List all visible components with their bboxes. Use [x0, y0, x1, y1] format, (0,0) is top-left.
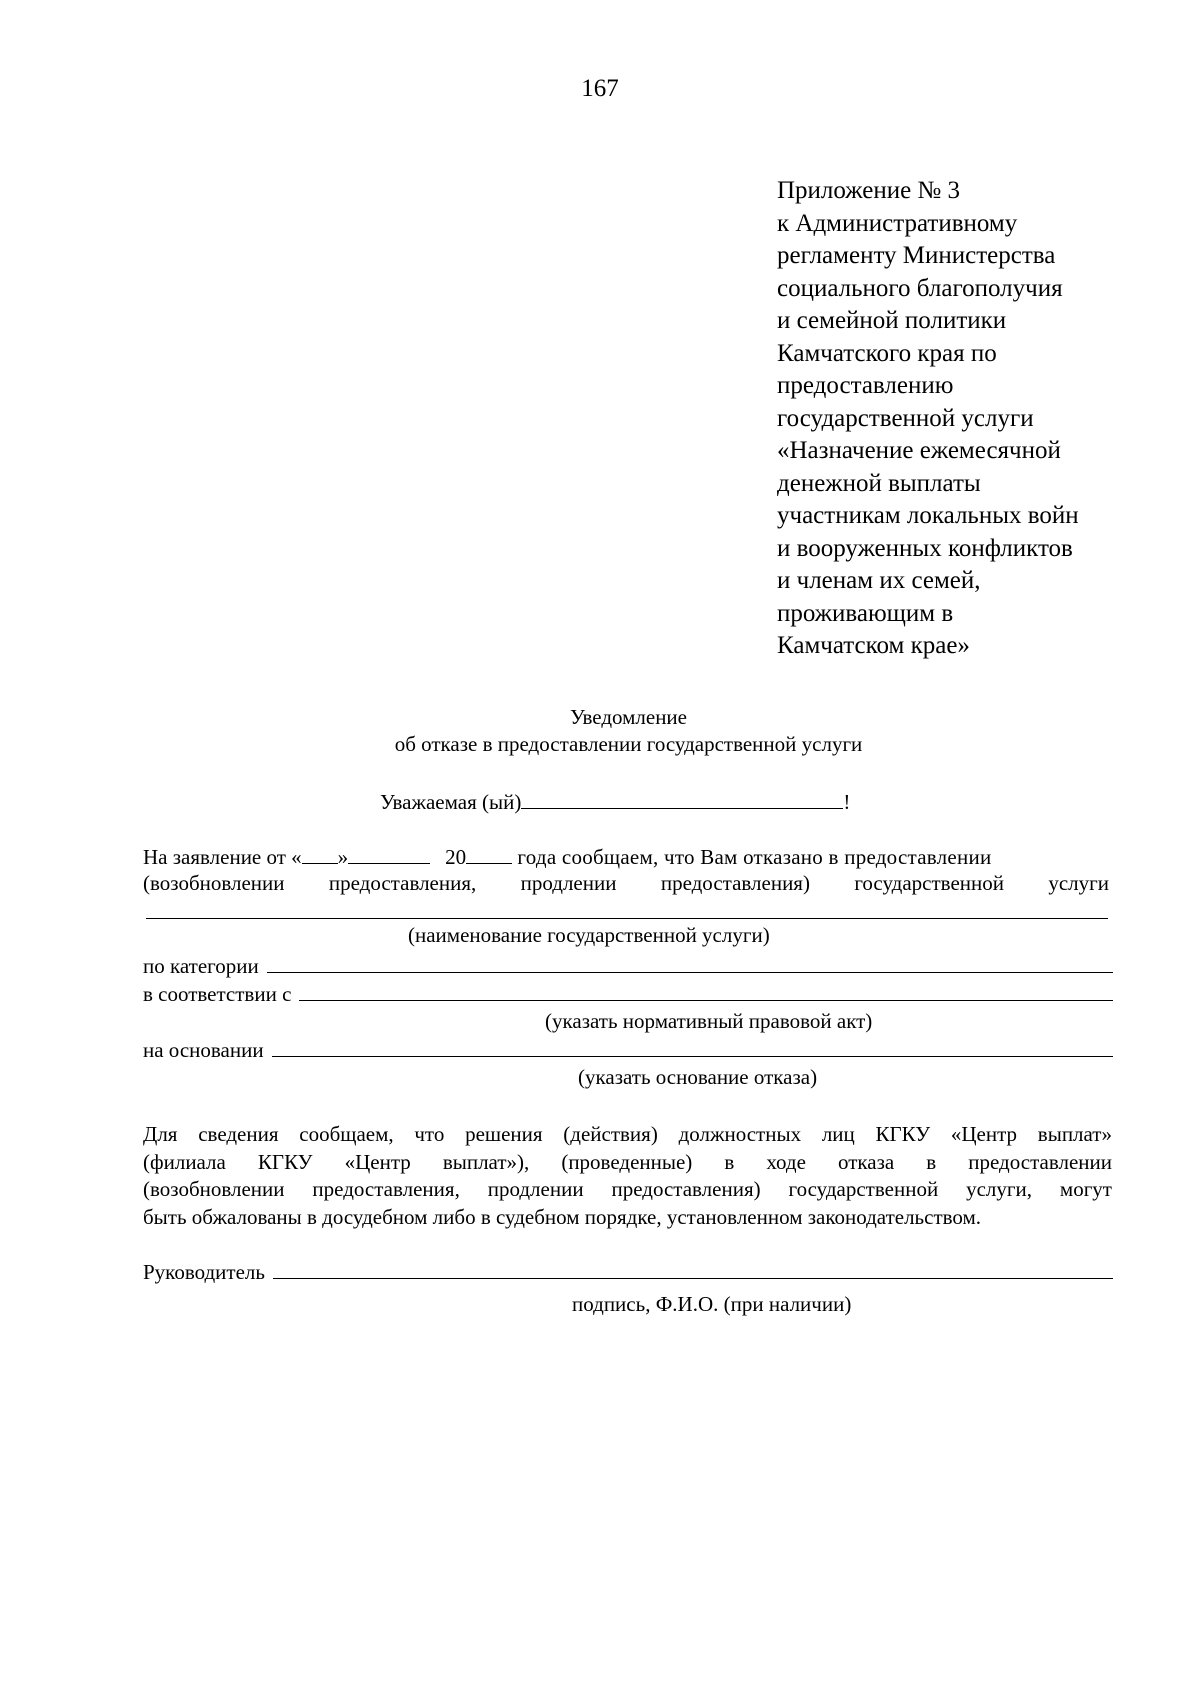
greeting-prefix: Уважаемая (ый) — [380, 790, 522, 814]
service-name-caption: (наименование государственной услуги) — [408, 923, 770, 947]
recipient-name-blank[interactable] — [521, 788, 843, 809]
greeting-suffix: ! — [843, 790, 851, 814]
appendix-line: участникам локальных войн — [777, 502, 1079, 529]
basis-label: на основании — [143, 1038, 264, 1062]
info-line: (возобновлении предоставления, продлении предоставления) государственной услуги, могут — [143, 1177, 1112, 1202]
month-blank[interactable] — [348, 843, 430, 864]
head-signature-field — [143, 1258, 1113, 1285]
info-paragraph — [143, 1121, 1112, 1231]
head-label: Руководитель — [143, 1260, 265, 1284]
appendix-line: Камчатском крае» — [777, 632, 970, 659]
category-blank[interactable] — [267, 952, 1113, 973]
appendix-line: к Административному — [777, 209, 1018, 237]
appendix-line: социального благополучия — [777, 274, 1063, 302]
service-name-rule[interactable] — [146, 918, 1108, 919]
appendix-line: Камчатского края по — [777, 339, 997, 367]
legal-act-caption: (указать нормативный правовой акт) — [545, 1009, 873, 1033]
info-line: Для сведения сообщаем, что решения (действия) должностных лиц КГКУ «Центр выплат» — [143, 1122, 1112, 1146]
appendix-line: проживающим в — [777, 599, 954, 627]
appendix-line: регламенту Министерства — [777, 242, 1056, 269]
appendix-line: Приложение № 3 — [777, 177, 961, 204]
notice-subtitle: об отказе в предоставлении государственной услуги — [394, 732, 863, 756]
application-line-2: (возобновлении предоставления, продлении предоставления) государственной услуги — [143, 871, 1109, 895]
appendix-line: и вооруженных конфликтов — [777, 534, 1073, 562]
accordance-field — [143, 980, 1113, 1007]
signature-blank[interactable] — [273, 1258, 1113, 1279]
appendix-line: «Назначение ежемесячной — [777, 437, 1061, 464]
quote-close: » — [337, 845, 349, 869]
year-blank[interactable] — [466, 843, 512, 864]
info-line: быть обжалованы в досудебном либо в судебном порядке, установленном законодательством. — [143, 1204, 982, 1229]
greeting-line — [380, 788, 850, 816]
category-label: по категории — [143, 954, 259, 978]
application-prefix: На заявление от — [143, 845, 286, 869]
notice-title: Уведомление — [569, 705, 687, 729]
accordance-blank[interactable] — [299, 980, 1113, 1001]
basis-field — [143, 1036, 1113, 1063]
application-suffix: года сообщаем, что Вам отказано в предоставлении — [517, 845, 992, 869]
accordance-label: в соответствии с — [143, 982, 292, 1006]
year-prefix: 20 — [445, 845, 467, 869]
page-number: 167 — [581, 75, 619, 102]
quote-open: « — [291, 845, 302, 869]
appendix-line: предоставлению — [777, 372, 954, 399]
refusal-basis-caption: (указать основание отказа) — [578, 1065, 818, 1089]
appendix-line: денежной выплаты — [777, 469, 981, 497]
application-date-line — [143, 843, 1109, 871]
appendix-block — [777, 175, 1177, 663]
signature-caption: подпись, Ф.И.О. (при наличии) — [572, 1292, 852, 1316]
appendix-line: государственной услуги — [777, 404, 1034, 432]
appendix-line: и членам их семей, — [777, 567, 981, 594]
appendix-line: и семейной политики — [777, 307, 1007, 334]
day-blank[interactable] — [302, 843, 338, 864]
info-line: (филиала КГКУ «Центр выплат»), (проведенные) в ходе отказа в предоставлении — [143, 1149, 1112, 1174]
category-field — [143, 952, 1113, 979]
basis-blank[interactable] — [272, 1036, 1113, 1057]
